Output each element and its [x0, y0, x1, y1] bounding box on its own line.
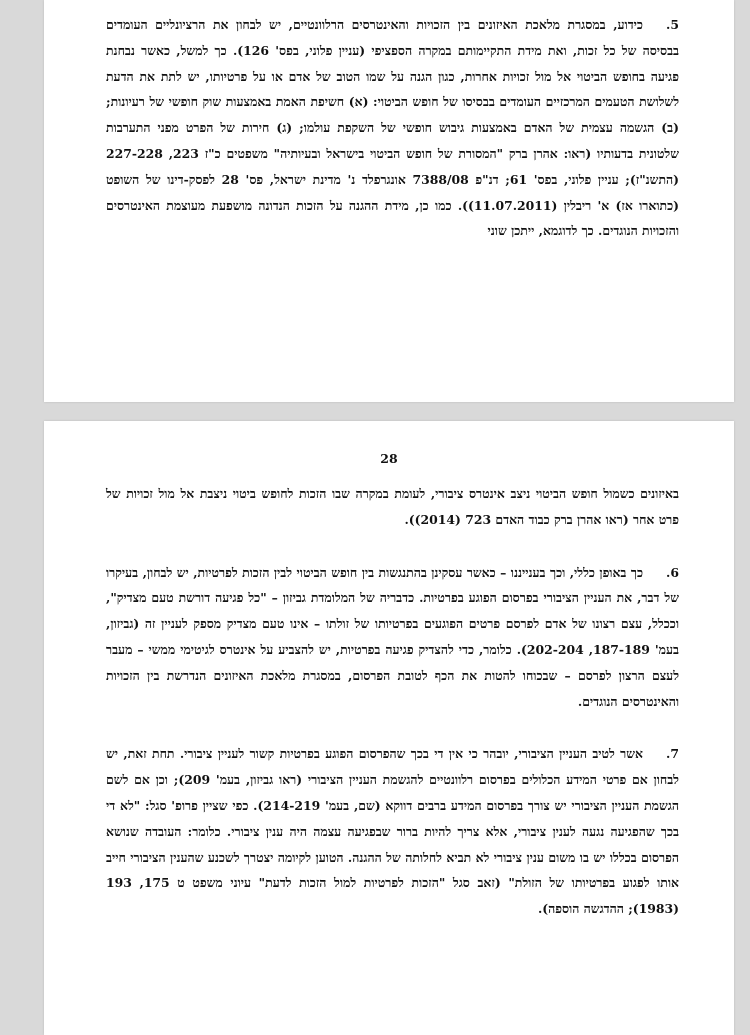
paragraph-7 [106, 741, 679, 922]
paragraph-spacer [106, 533, 679, 560]
paragraph-text: כך באופן כללי, וכך בענייננו – כאשר עסקינן בהתנגשות בין חופש הביטוי לבין הזכות לפרטיות, יש לבחון, בעיקרו של דבר, את העניין הציבורי בפרסום הפוגע בפרטיות. כדבריה של המלומדת גביזון – "כל פגיעה דורשת טעם מצדיק", וככלל, עצם רצונו של אדם לפרסם פרטים הפוגעים בפרטיותו של זולתו – אינו טעם מצדיק מספק לעניין זה (גביזון, בעמ' 187-189, 202-204). כלומר, כדי להצדיק פגיעה בפרטיות, יש להצביע על אינטרס לגיטימי ממשי – מעבר לעצם הרצון לפרסם – שבכוחו להטות את הכף לטובת הפרסום, במסגרת מלאכת האיזונים הנדרשת בין הזכויות והאינטרסים הנוגדים. [106, 564, 679, 709]
page-28-body [106, 481, 679, 922]
page-number: 28 [380, 451, 398, 466]
page-27 [44, 0, 734, 402]
paragraph-6 [106, 560, 679, 715]
paragraph-number: 7. [666, 746, 679, 762]
paragraph-text: כידוע, במסגרת מלאכת האיזונים בין הזכויות והאינטרסים הרלוונטיים, יש לבחון את הרציונליים העומדים בבסיסה של כל זכות, ואת מידת התקיימותם במקרה הספציפי (עניין פלוני, בפס' 126). כך למשל, כאשר נבחנת פגיעה בחופש הביטוי אל מול זכויות אחרות, כגון הגנה על שמו הטוב של אדם או על פרטיותו, יש לתת את הדעת לשלושת הטעמים המרכזיים העומדים בבסיסו של חופש הביטוי: (א) חשיפת האמת באמצעות שוק חופשי של רעיונות; (ב) הגשמה עצמית של האדם באמצעות גיבוש חופשי של השקפת עולמו; (ג) חירות של הפרט מפני התערבות שלטונית בדעותיו (ראו: אהרן ברק "המסורת של חופש הביטוי בישראל ובעיותיה" משפטים כ"ז 223, 227-228 (התשנ"ז); עניין פלוני, בפס' 61; דנ"פ 7388/08 אונגרפלד נ' מדינת ישראל, פס' 28 לפסק-דינו של השופט (כתוארו אז) א' ריבלין (11.07.2011)). כמו כן, מידת ההגנה על הזכות הנדונה מושפעת מעוצמת האינטרסים והזכויות הנוגדים. כך לדוגמא, ייתכן שוני [106, 17, 680, 239]
paragraph-number: 5. [666, 17, 679, 32]
continuation-paragraph: באיזונים כשמול חופש הביטוי ניצב אינטרס ציבורי, לעומת במקרה שבו הזכות לחופש ביטוי ניצבת אל מול זכויות של פרט אחר (ראו אהרן ברק כבוד האדם 723 (2014)). [106, 486, 679, 527]
paragraph-number: 6. [666, 564, 679, 580]
page-27-body [106, 12, 679, 244]
page-28 [44, 421, 734, 1035]
paragraph-5 [106, 12, 679, 244]
paragraph-spacer [106, 714, 679, 741]
paragraph-text: אשר לטיב העניין הציבורי, יובהר כי אין די בכך שהפרסום הפוגע בפרטיות קשור לעניין ציבורי. תחת זאת, יש לבחון אם פרטי המידע הכלולים בפרסום רלוונטיים להגשמת העניין הציבורי (ראו גביזון, בעמ' 209); וכן אם לשם הגשמת העניין הציבורי יש צורך בפרסום המידע ברבים דווקא (שם, בעמ' 214-219). כפי שציין פרופ' סגל: "לא די בכך שהפגיעה נגעה לענין ציבורי, אלא צריך להיות ברור שבפגיעה עצמה היה ענין ציבורי. כלומר: העובדה שנושא הפרסום בכללו יש בו משום ענין ציבורי לא תביא לחלותה של ההגנה. הטוען לקיומה יצטרך לשכנע שהענין הציבורי חייב אותו לפגוע בפרטיותו של הזולת" (זאב סגל "הזכות לפרטיות למול הזכות לדעת" עיוני משפט ט 175, 193 (1983); ההדגשה הוספה). [106, 746, 679, 917]
